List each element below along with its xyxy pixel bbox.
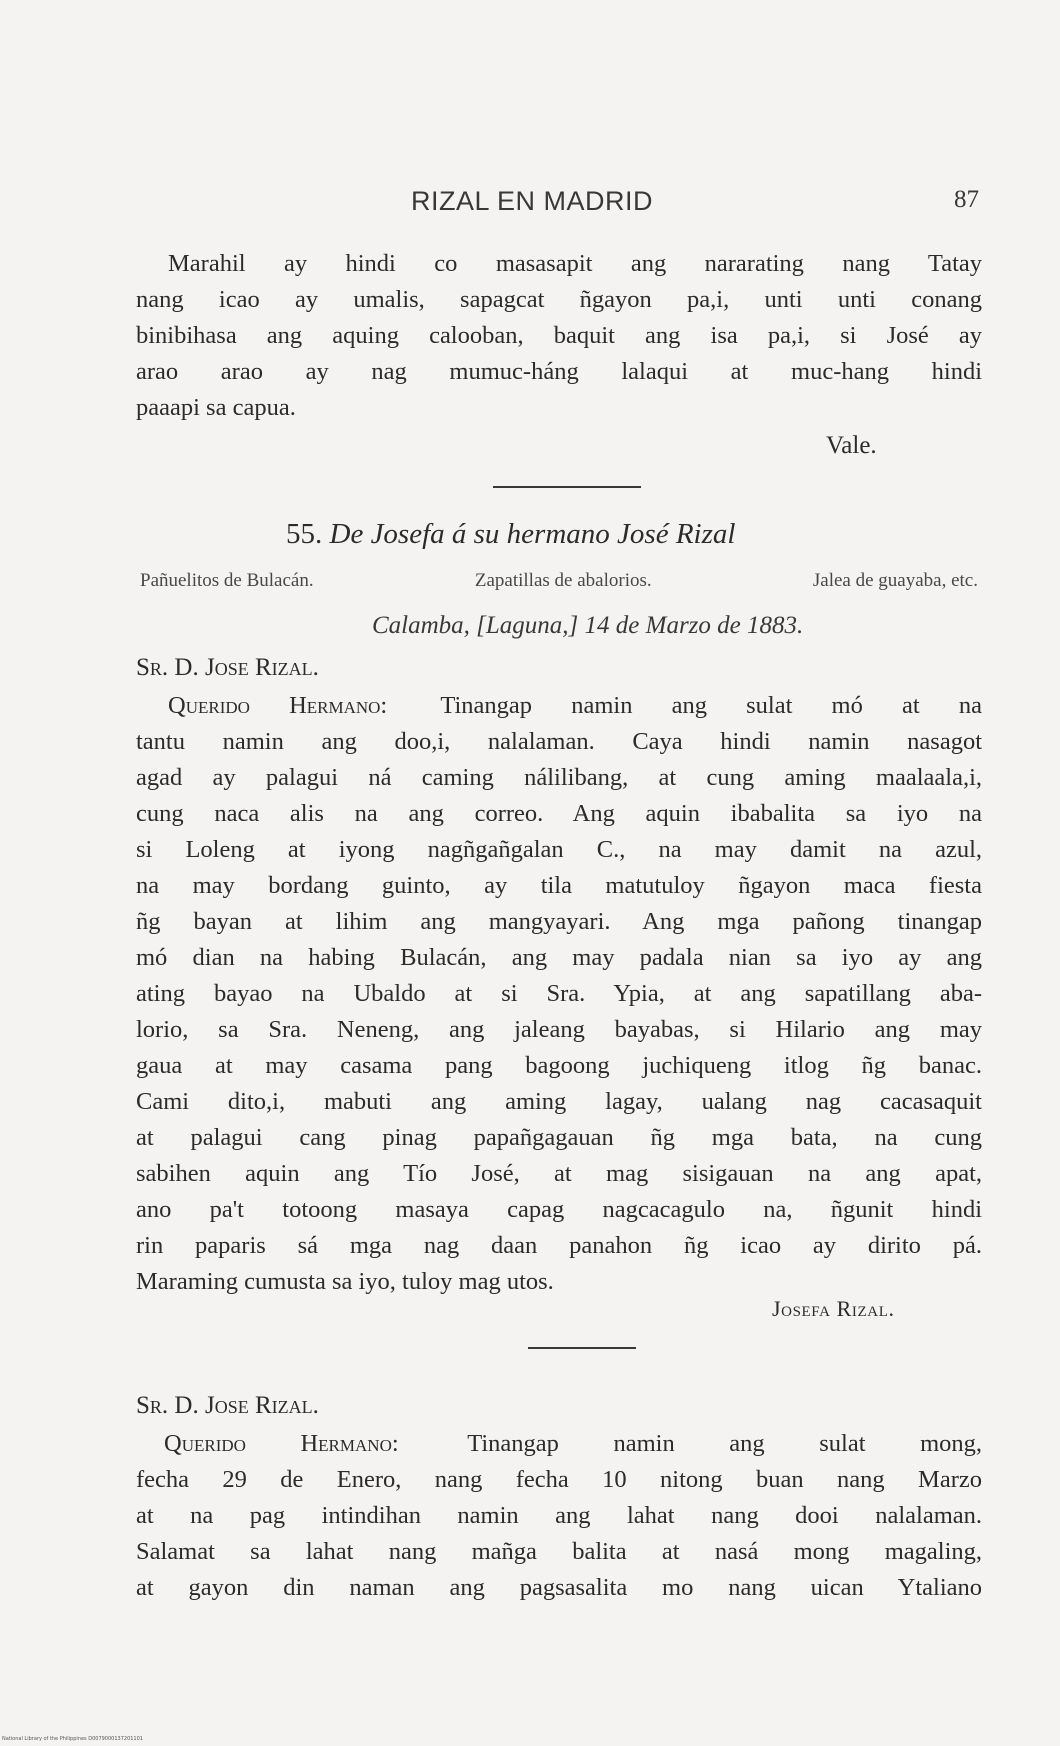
- salutation-line: [136, 1428, 982, 1460]
- text-line: Cami dito,i, mabuti ang aming lagay, ualang nag cacasaquit: [136, 1088, 982, 1115]
- text-line: rin paparis sá mga nag daan panahon ñg icao ay dirito pá.: [136, 1232, 982, 1259]
- text-line: cung naca alis na ang correo. Ang aquin ibabalita sa iyo na: [136, 800, 982, 827]
- text-line: at gayon din naman ang pagsasalita mo nang uican Ytaliano: [136, 1574, 982, 1601]
- text-line: ano pa't totoong masaya capag nagcacagulo na, ñgunit hindi: [136, 1196, 982, 1223]
- salutation: Querido Hermano:: [168, 692, 388, 719]
- salutation: Querido Hermano:: [164, 1430, 399, 1457]
- letter-heading: De Josefa á su hermano José Rizal: [329, 518, 736, 550]
- text-line: Maraming cumusta sa iyo, tuloy mag utos.: [136, 1268, 554, 1295]
- scan-footer-note: National Library of the Philippines D0079000137201101: [2, 1736, 143, 1742]
- letter-title: [286, 518, 735, 551]
- section-divider: [493, 486, 641, 488]
- text-line: ñg bayan at lihim ang mangyayari. Ang mga pañong tinangap: [136, 908, 982, 935]
- text-line: binibihasa ang aquing calooban, baquit ang isa pa,i, si José ay: [136, 322, 982, 349]
- gift-item: Zapatillas de abalorios.: [474, 570, 652, 591]
- text-fragment: Tinangap namin ang sulat mó at na: [440, 692, 982, 719]
- text-line: lorio, sa Sra. Neneng, ang jaleang bayabas, si Hilario ang may: [136, 1016, 982, 1043]
- section-divider: [528, 1347, 636, 1349]
- text-line: mó dian na habing Bulacán, ang may padala nian sa iyo ay ang: [136, 944, 982, 971]
- text-line: gaua at may casama pang bagoong juchiqueng itlog ñg banac.: [136, 1052, 982, 1079]
- text-line: at na pag intindihan namin ang lahat nang dooi nalalaman.: [136, 1502, 982, 1529]
- dateline: Calamba, [Laguna,] 14 de Marzo de 1883.: [372, 612, 804, 639]
- text-line: nang icao ay umalis, sapagcat ñgayon pa,i, unti unti conang: [136, 286, 982, 313]
- text-line: agad ay palagui ná caming nálilibang, at cung aming maalaala,i,: [136, 764, 982, 791]
- signature: Josefa Rizal.: [772, 1296, 895, 1321]
- page-number: 87: [954, 186, 979, 213]
- text-fragment: Tinangap namin ang sulat mong,: [467, 1430, 983, 1457]
- gift-item: Pañuelitos de Bulacán.: [140, 570, 314, 591]
- text-line: at palagui cang pinag papañgagauan ñg mga bata, na cung: [136, 1124, 982, 1151]
- text-line: arao arao ay nag mumuc-háng lalaqui at muc-hang hindi: [136, 358, 982, 385]
- text-line: ating bayao na Ubaldo at si Sra. Ypia, at ang sapatillang aba-: [136, 980, 982, 1007]
- text-line: si Loleng at iyong nagñgañgalan C., na may damit na azul,: [136, 836, 982, 863]
- running-header: RIZAL EN MADRID: [411, 186, 654, 216]
- text-line: na may bordang guinto, ay tila matutuloy ñgayon maca fiesta: [136, 872, 982, 899]
- text-line: sabihen aquin ang Tío José, at mag sisigauan na ang apat,: [136, 1160, 982, 1187]
- letter-number: 55.: [286, 518, 323, 550]
- text-line: tantu namin ang doo,i, nalalaman. Caya hindi namin nasagot: [136, 728, 982, 755]
- closing-vale: Vale.: [826, 432, 877, 459]
- text-line: Marahil ay hindi co masasapit ang nararating nang Tatay: [168, 250, 982, 277]
- text-line: Salamat sa lahat nang mañga balita at nasá mong magaling,: [136, 1538, 982, 1565]
- addressee: Sr. D. Jose Rizal.: [136, 654, 319, 681]
- text-line: paaapi sa capua.: [136, 394, 296, 421]
- text-line: fecha 29 de Enero, nang fecha 10 nitong buan nang Marzo: [136, 1466, 982, 1493]
- addressee: Sr. D. Jose Rizal.: [136, 1392, 319, 1419]
- salutation-line: [136, 690, 982, 722]
- gift-item: Jalea de guayaba, etc.: [812, 570, 978, 591]
- gift-list: [140, 570, 978, 592]
